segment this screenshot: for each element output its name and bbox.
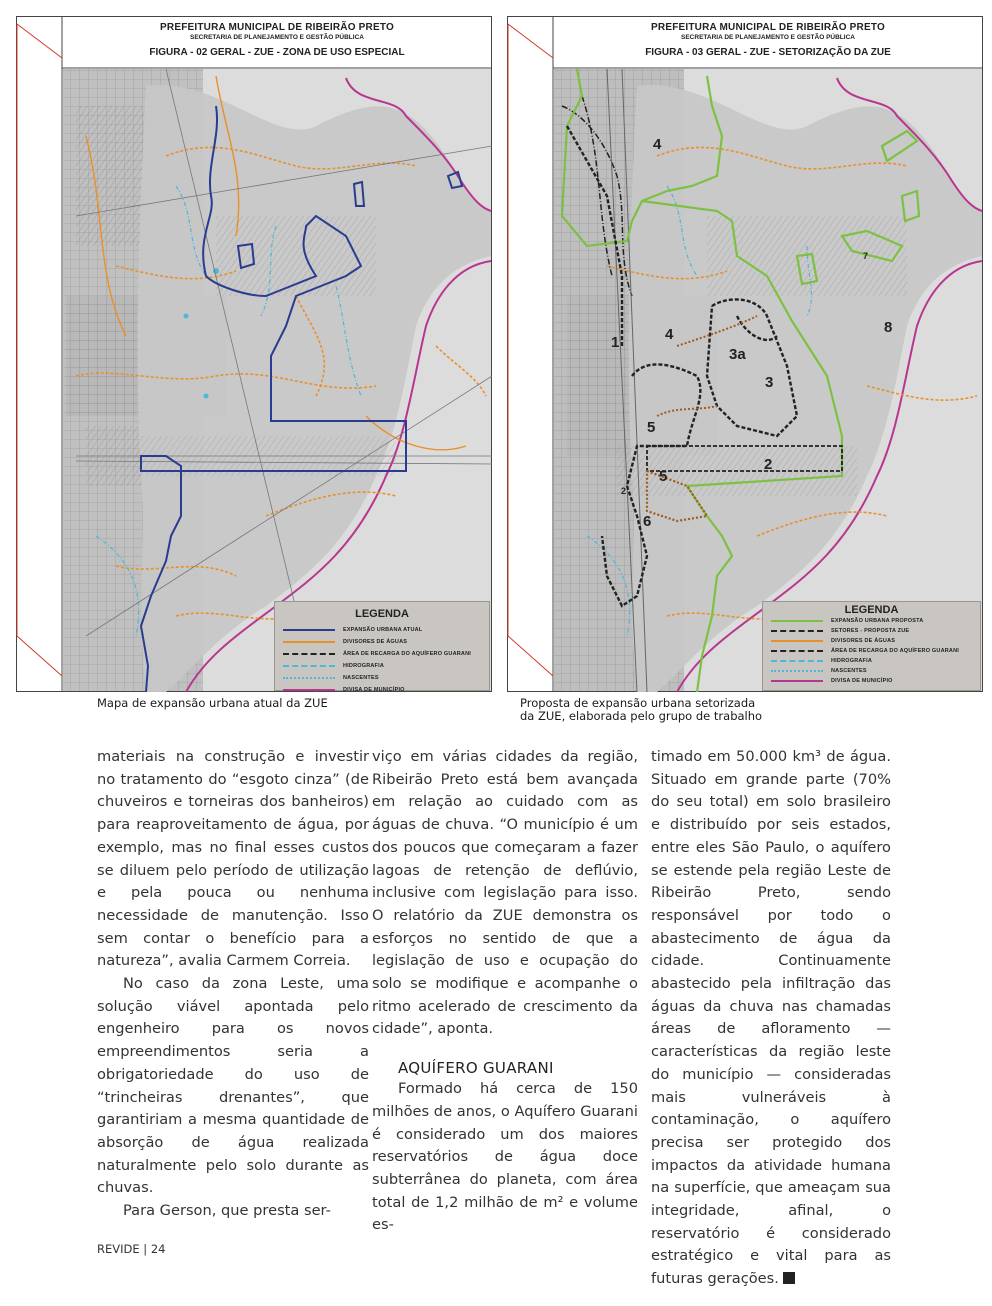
figure-map-proposed-sectors <box>507 16 983 692</box>
legend-swatch <box>283 641 335 643</box>
sector-label: 6 <box>643 513 652 530</box>
article-column-1 <box>97 746 369 1223</box>
legend-label: DIVISORES DE ÁGUAS <box>831 638 896 644</box>
paragraph: No caso da zona Leste, uma solução viável apontada pelo engenheiro para os novos empreendimentos seria a obrigatoriedade do uso de “trincheiras drenantes”, que garantiriam a mesma quantidade de absorção de água realizada naturalmente pelo solo durante as chuvas. <box>97 975 369 1197</box>
paragraph: materiais na construção e investir no tratamento do “esgoto cinza” (de chuveiros e torneiras dos banheiros) para reaproveitamento de água, por exemplo, mas no final esses custos se diluem pelo período de utilização e pela pouca ou nenhuma necessidade de manutenção. Isso sem contar o benefício para a natureza”, avalia Carmem Correia. <box>97 748 369 970</box>
legend-swatch <box>771 680 823 682</box>
article-column-3 <box>651 746 891 1291</box>
section-heading: AQUÍFERO GUARANI <box>398 1059 554 1078</box>
sector-label: 1 <box>611 334 620 351</box>
legend-label: DIVISA DE MUNICÍPIO <box>831 678 893 684</box>
sector-label: 4 <box>653 136 662 153</box>
paragraph: Para Gerson, que presta ser- <box>123 1202 331 1220</box>
map-current-expansion <box>16 16 492 692</box>
legend-swatch <box>771 650 823 652</box>
figure1-legend <box>274 601 490 691</box>
sector-label: 3a <box>729 346 746 363</box>
figure2-subtitle: SECRETARIA DE PLANEJAMENTO E GESTÃO PÚBLICA <box>681 34 855 41</box>
end-of-article-icon <box>783 1272 795 1284</box>
legend-item <box>763 676 980 686</box>
legend-item <box>275 648 489 660</box>
sector-label: 5 <box>659 468 668 485</box>
page-number: 24 <box>150 1242 166 1256</box>
legend-swatch <box>283 689 335 691</box>
legend-swatch <box>771 670 823 672</box>
legend-swatch <box>771 660 823 662</box>
legend-swatch <box>771 630 823 632</box>
figure2-caption-line2: da ZUE, elaborada pelo grupo de trabalho <box>520 709 763 723</box>
legend-label: HIDROGRAFIA <box>343 663 385 669</box>
legend-label: DIVISORES DE ÁGUAS <box>343 639 408 645</box>
figure2-caption-line1: Proposta de expansão urbana setorizada <box>520 696 756 710</box>
page-footer <box>97 1242 165 1256</box>
legend-swatch <box>283 653 335 655</box>
legend-swatch <box>771 620 823 622</box>
figure1-subtitle: SECRETARIA DE PLANEJAMENTO E GESTÃO PÚBLICA <box>190 34 364 41</box>
figure1-label: FIGURA - 02 GERAL - ZUE - ZONA DE USO ESPECIAL <box>149 47 405 58</box>
figure2-label: FIGURA - 03 GERAL - ZUE - SETORIZAÇÃO DA ZUE <box>645 47 891 58</box>
figure1-header <box>62 16 492 68</box>
paragraph: viço em várias cidades da região, Ribeirão Preto está bem avançada em relação ao cuidado com as águas de chuva. “O município é um dos poucos que começaram a fazer lagoas de retenção de deflúvio, inclusive com legislação para isso. O relatório da ZUE demonstra os esforços no sentido de que a legislação de uso e ocupação do solo se modifique e acompanhe o ritmo acelerado de crescimento da cidade”, aponta. <box>372 748 638 1038</box>
footer-separator: | <box>143 1242 148 1256</box>
article-column-2 <box>372 746 638 1237</box>
legend-label: ÁREA DE RECARGA DO AQUÍFERO GUARANI <box>831 648 960 654</box>
legend-label: SETORES - PROPOSTA ZUE <box>831 628 910 634</box>
legend-item <box>763 656 980 666</box>
sector-label: 4 <box>665 326 674 343</box>
legend-item <box>763 626 980 636</box>
figure-map-current-expansion <box>16 16 492 692</box>
legend-title: LEGENDA <box>844 604 899 616</box>
legend-label: EXPANSÃO URBANA PROPOSTA <box>831 618 924 624</box>
legend-label: DIVISA DE MUNICÍPIO <box>343 687 405 693</box>
figure1-caption: Mapa de expansão urbana atual da ZUE <box>97 696 328 710</box>
figure2-title: PREFEITURA MUNICIPAL DE RIBEIRÃO PRETO <box>651 22 885 33</box>
legend-swatch <box>771 640 823 642</box>
legend-swatch <box>283 677 335 679</box>
magazine-name: REVIDE <box>97 1242 140 1256</box>
legend-item <box>763 666 980 676</box>
sector-label: 5 <box>647 419 656 436</box>
legend-label: NASCENTES <box>831 668 867 674</box>
legend-label: EXPANSÃO URBANA ATUAL <box>343 627 423 633</box>
paragraph: Formado há cerca de 150 milhões de anos, o Aquífero Guarani é considerado um dos maiores reservatórios de água doce subterrânea do planeta, com área total de 1,2 milhão de m² e volume es- <box>372 1080 638 1234</box>
paragraph: timado em 50.000 km³ de água. Situado em grande parte (70% do seu total) em solo brasileiro e distribuído por seis estados, entre eles São Paulo, o aquífero se estende pela região Leste de Ribeirão Preto, sendo responsável por todo o abastecimento de água da cidade. Continuamente abastecido pela infiltração das águas da chuva nas chamadas áreas de afloramento — características da região leste do município — consideradas mais vulneráveis à contaminação, o aquífero precisa ser protegido dos impactos da atividade humana na superfície, que ameaçam sua integridade, afinal, o reservatório é considerado estratégico e vital para as futuras gerações. <box>651 748 891 1288</box>
legend-item <box>275 684 489 696</box>
figure2-legend <box>762 601 981 691</box>
legend-label: ÁREA DE RECARGA DO AQUÍFERO GUARANI <box>343 651 472 657</box>
sector-label: 2 <box>621 486 627 496</box>
sector-label: 3 <box>765 374 774 391</box>
figure2-caption <box>520 697 762 723</box>
legend-item <box>763 616 980 626</box>
legend-item <box>763 646 980 656</box>
legend-item <box>275 660 489 672</box>
legend-label: HIDROGRAFIA <box>831 658 873 664</box>
sector-label: 2 <box>764 456 773 473</box>
sector-label: 8 <box>884 319 893 336</box>
legend-title: LEGENDA <box>355 608 409 620</box>
legend-item <box>275 636 489 648</box>
legend-swatch <box>283 629 335 631</box>
sector-label: 7 <box>863 251 869 261</box>
legend-label: NASCENTES <box>343 675 379 681</box>
legend-item <box>275 624 489 636</box>
legend-swatch <box>283 665 335 667</box>
figure2-header <box>553 16 983 68</box>
legend-item <box>275 672 489 684</box>
figure1-title: PREFEITURA MUNICIPAL DE RIBEIRÃO PRETO <box>160 22 394 33</box>
legend-item <box>763 636 980 646</box>
